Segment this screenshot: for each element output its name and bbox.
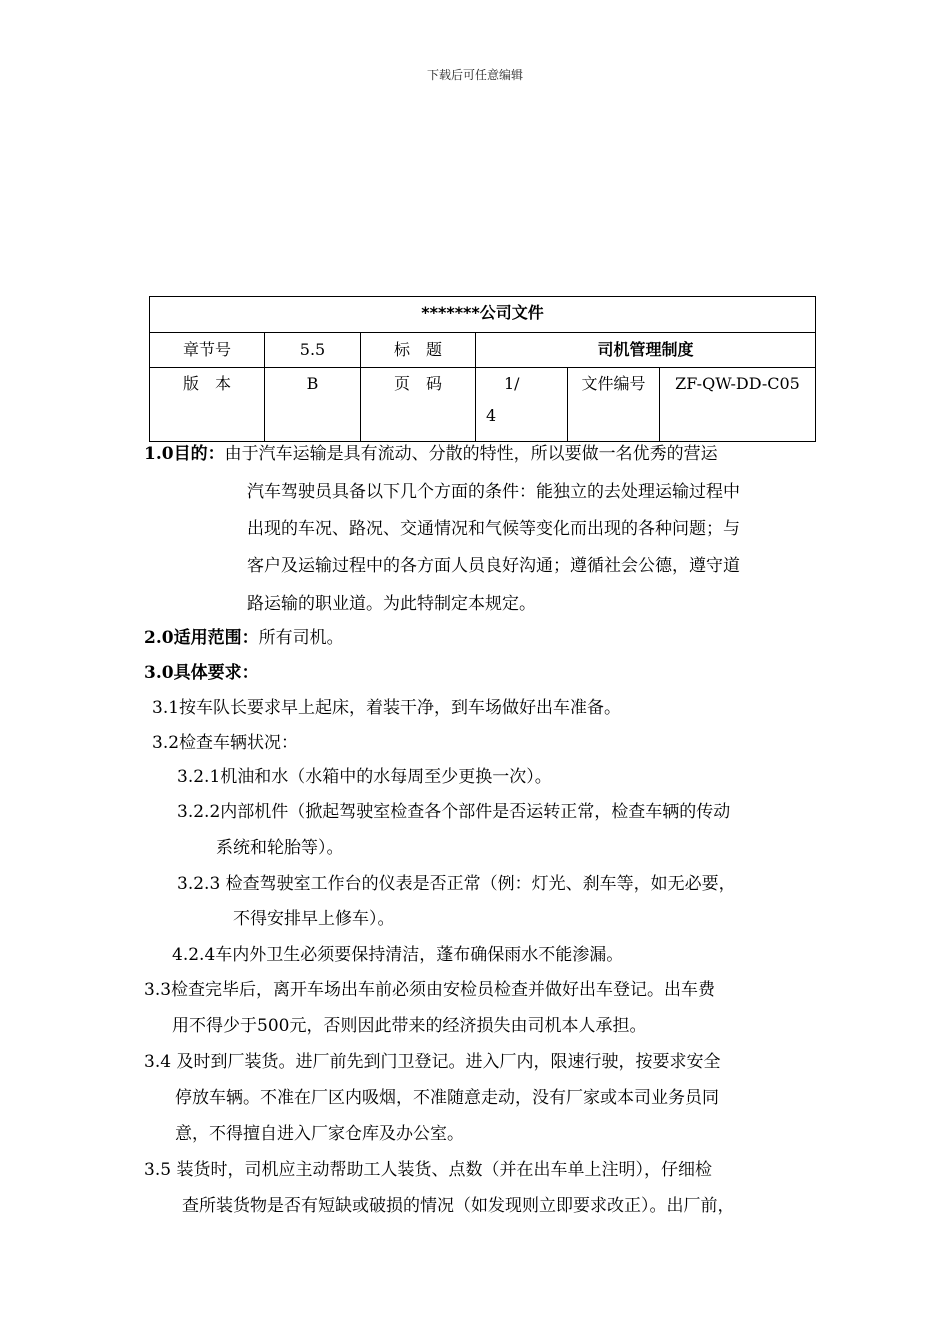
section-1-text-l5: 路运输的职业道。为此特制定本规定。 <box>247 594 536 614</box>
item-3-1: 3.1按车队长要求早上起床，着装干净，到车场做好出车准备。 <box>152 698 622 718</box>
docno-value: ZF-QW-DD-C05 <box>660 368 816 442</box>
item-3-4-l3: 意，不得擅自进入厂家仓库及办公室。 <box>175 1124 464 1144</box>
version-value: B <box>265 368 361 442</box>
section-3-label: 3.0具体要求： <box>144 663 259 683</box>
company-document-title: *******公司文件 <box>150 297 816 333</box>
item-3-5-l2: 查所装货物是否有短缺或破损的情况（如发现则立即要求改正）。出厂前， <box>182 1196 735 1216</box>
item-3-4-l2: 停放车辆。不准在厂区内吸烟，不准随意走动，没有厂家或本司业务员同 <box>175 1088 719 1108</box>
title-label: 标 题 <box>361 333 476 368</box>
item-3-2-2-l2: 系统和轮胎等）。 <box>216 838 344 858</box>
section-1-first-line <box>144 442 718 466</box>
item-3-2-2-l1: 3.2.2内部机件（掀起驾驶室检查各个部件是否运转正常，检查车辆的传动 <box>177 802 731 822</box>
item-3-5-l1: 3.5 装货时，司机应主动帮助工人装货、点数（并在出车单上注明），仔细检 <box>144 1160 712 1180</box>
title-value: 司机管理制度 <box>476 333 816 368</box>
item-3-4-l1: 3.4 及时到厂装货。进厂前先到门卫登记。进入厂内，限速行驶，按要求安全 <box>144 1052 721 1072</box>
page-value-line2: 4 <box>486 406 497 425</box>
section-1-text-l3: 出现的车况、路况、交通情况和气候等变化而出现的各种问题；与 <box>247 519 740 539</box>
item-3-2-3-l1: 3.2.3 检查驾驶室工作台的仪表是否正常（例：灯光、刹车等，如无必要， <box>177 874 736 894</box>
item-3-2: 3.2检查车辆状况： <box>152 733 299 753</box>
section-1-text-l2: 汽车驾驶员具备以下几个方面的条件：能独立的去处理运输过程中 <box>247 482 740 502</box>
page-value-line1: 1/ <box>504 374 520 393</box>
watermark-text: 下载后可任意编辑 <box>426 68 523 82</box>
item-3-3-l2: 用不得少于500元，否则因此带来的经济损失由司机本人承担。 <box>172 1016 647 1036</box>
chapter-value: 5.5 <box>265 333 361 368</box>
section-1-text-l4: 客户及运输过程中的各方面人员良好沟通；遵循社会公德，遵守道 <box>247 556 740 576</box>
item-3-3-l1: 3.3检查完毕后，离开车场出车前必须由安检员检查并做好出车登记。出车费 <box>144 980 716 1000</box>
item-4-2-4: 4.2.4车内外卫生必须要保持清洁，蓬布确保雨水不能渗漏。 <box>172 945 624 965</box>
section-2 <box>144 626 344 650</box>
version-label: 版 本 <box>150 368 265 442</box>
chapter-label: 章节号 <box>150 333 265 368</box>
section-1-text-l1: 由于汽车运输是具有流动、分散的特性，所以要做一名优秀的营运 <box>224 444 718 464</box>
item-3-2-3-l2: 不得安排早上修车）。 <box>233 909 395 929</box>
page-value <box>476 368 568 442</box>
item-3-2-1: 3.2.1机油和水（水箱中的水每周至少更换一次）。 <box>177 767 552 787</box>
section-1-label: 1.0目的： <box>144 444 225 464</box>
section-2-label: 2.0适用范围： <box>144 628 259 648</box>
document-header-table <box>149 296 816 442</box>
section-2-text: 所有司机。 <box>258 628 344 648</box>
docno-label: 文件编号 <box>568 368 660 442</box>
page-label: 页 码 <box>361 368 476 442</box>
